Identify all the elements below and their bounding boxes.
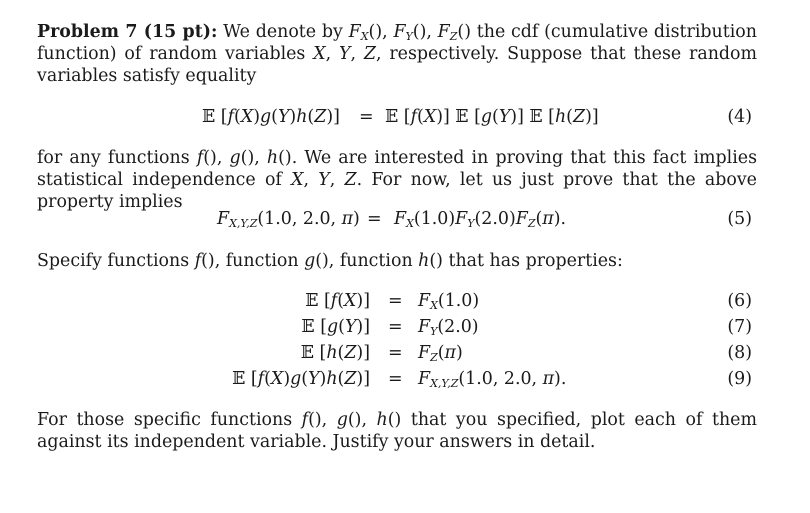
- equation-4-rel: =: [359, 107, 374, 127]
- equation-8-lhs: 𝔼 [h(Z)]: [300, 343, 370, 363]
- equation-4-lhs: 𝔼 [f(X)g(Y)h(Z)]: [202, 107, 340, 127]
- equation-9-number: (9): [727, 369, 752, 389]
- equation-8-number: (8): [727, 343, 752, 363]
- equation-5-lhs: $F_{X,Y,Z}(1.0$, 2.0, π): [217, 209, 360, 230]
- equation-9-lhs: 𝔼 [f(X)g(Y)h(Z)]: [232, 369, 370, 389]
- equation-5-rel: =: [367, 209, 382, 229]
- equation-4-number: (4): [727, 107, 752, 127]
- problem-specify: Specify functions f(), function g(), function h() that has properties:: [37, 251, 623, 271]
- equation-9-rhs: $F_{X,Y,Z}(1.0$, 2.0, π).: [418, 369, 567, 390]
- equation-9-rel: =: [388, 369, 403, 389]
- equation-7-lhs: 𝔼 [g(Y)]: [301, 317, 370, 337]
- equation-7-number: (7): [727, 317, 752, 337]
- equation-6-rhs: $F_X(1.0)$: [418, 291, 480, 312]
- equation-7-rel: =: [388, 317, 403, 337]
- equation-6-lhs: 𝔼 [f(X)]: [305, 291, 370, 311]
- equation-4-rhs: 𝔼 [f(X)] 𝔼 [g(Y)] 𝔼 [h(Z)]: [385, 107, 599, 127]
- equation-6-number: (6): [727, 291, 752, 311]
- problem-middle: for any functions f(), g(), h(). We are interested in proving that this fact implies statistical independence of X, Y, Z. For now, let us just prove that the above property implies: [37, 148, 758, 212]
- equation-7-rhs: $F_Y(2.0)$: [418, 317, 479, 338]
- problem-heading: Problem 7 (15 pt):: [37, 22, 218, 42]
- problem-closing: For those specific functions f(), g(), h() that you specified, plot each of them against its independent variable. Justify your answers in detail.: [37, 410, 757, 452]
- problem-intro: Problem 7 (15 pt): We denote by $F_X()$, $F_Y()$, $F_Z()$ the cdf (cumulative distribution function) of random variables X, Y, Z, respectively. Suppose that these random variables satisfy equality: [37, 22, 757, 86]
- equation-8-rhs: $F_Z(\pi)$: [418, 343, 463, 364]
- equation-8-rel: =: [388, 343, 403, 363]
- equation-5-number: (5): [727, 209, 752, 229]
- equation-5-rhs: $F_X(1.0)F_Y(2.0)F_Z(\pi)$.: [394, 209, 567, 230]
- equation-6-rel: =: [388, 291, 403, 311]
